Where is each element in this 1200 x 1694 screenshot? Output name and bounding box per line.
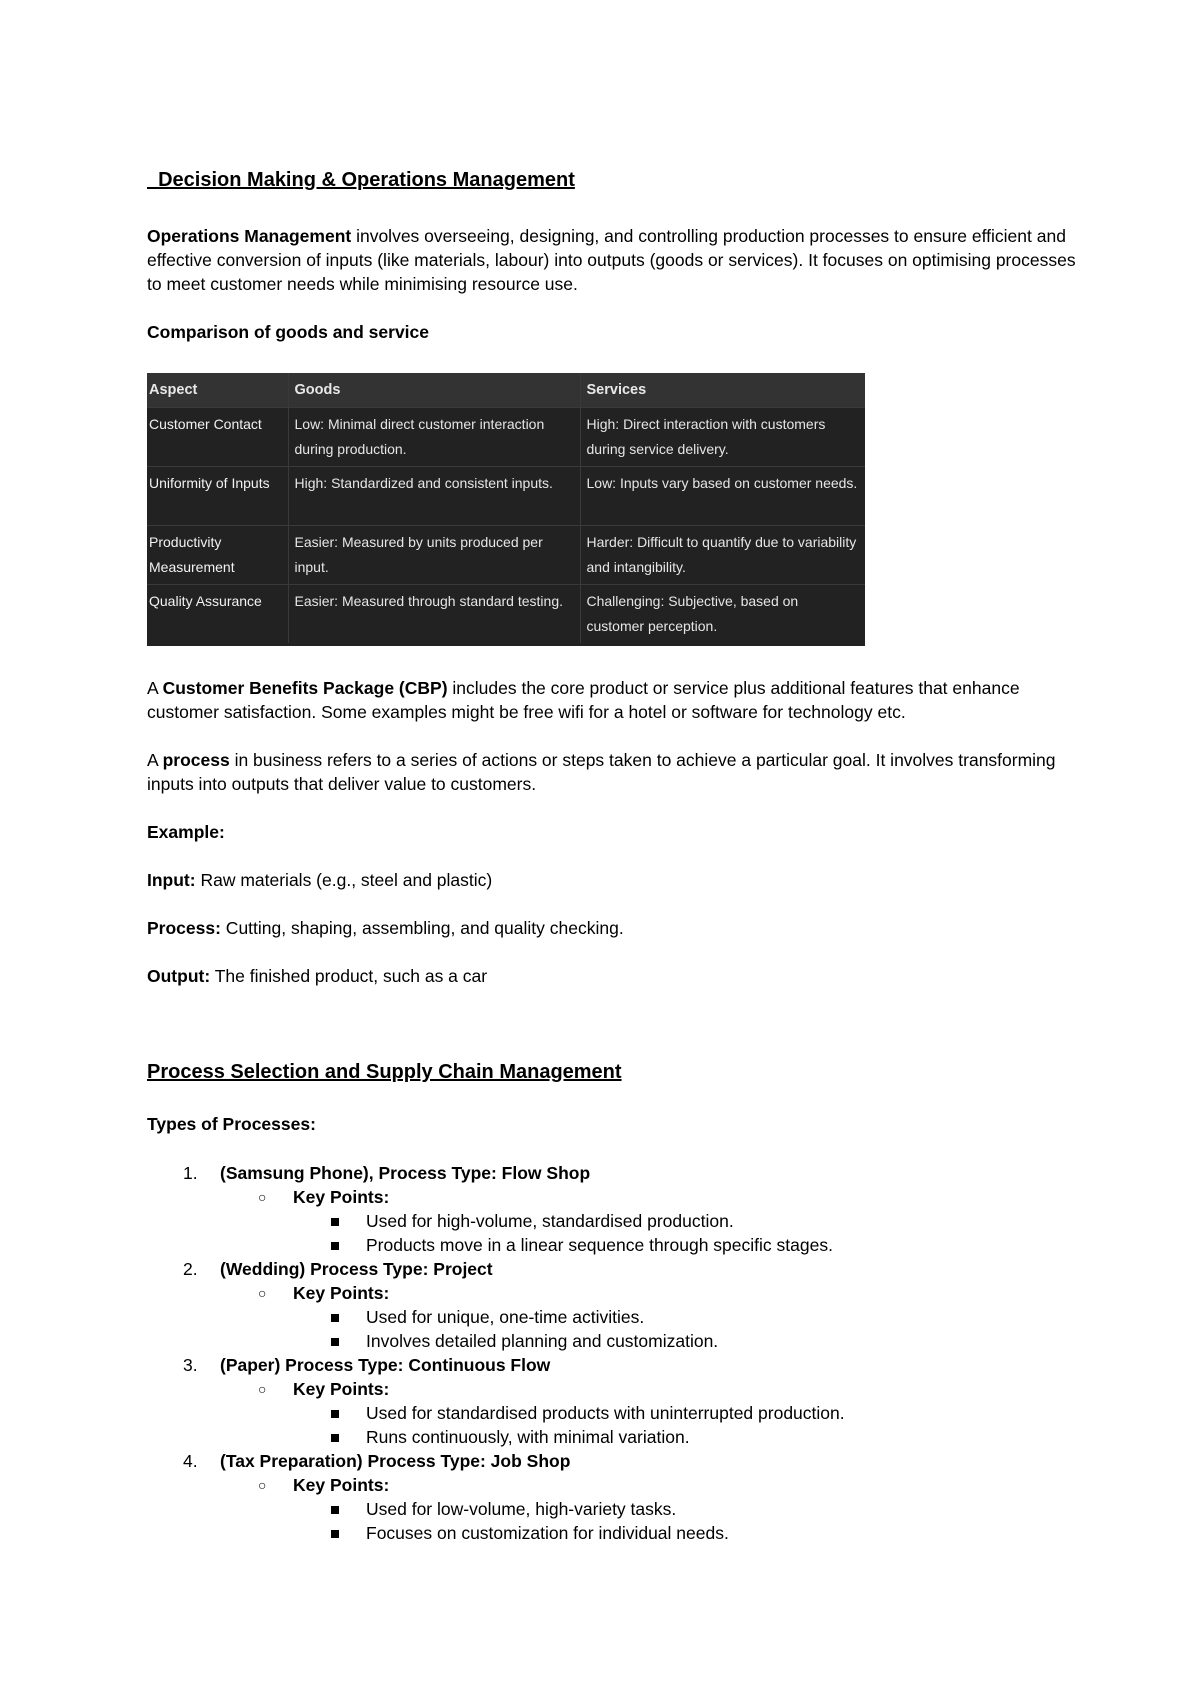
table-header-goods: Goods: [288, 373, 580, 408]
cbp-prefix: A: [147, 678, 163, 698]
square-bullet-icon: [331, 1506, 339, 1514]
key-points-item: [147, 1185, 1077, 1209]
table-cell: Harder: Difficult to quantify due to variability and intangibility.: [580, 526, 865, 585]
square-bullet-icon: [331, 1530, 339, 1538]
bullet-point: [147, 1401, 1077, 1425]
process-label: Process:: [147, 918, 221, 938]
operations-management-paragraph: [147, 224, 1077, 296]
table-header-services: Services: [580, 373, 865, 408]
bullet-point: [147, 1233, 1077, 1257]
input-label: Input:: [147, 870, 196, 890]
hollow-bullet-icon: ○: [258, 1189, 267, 1205]
table-cell: Challenging: Subjective, based on customer perception.: [580, 585, 865, 644]
table-cell: Low: Minimal direct customer interaction during production.: [288, 408, 580, 467]
process-paragraph: [147, 748, 1077, 796]
list-number: 2.: [183, 1259, 198, 1279]
list-item: [147, 1449, 1077, 1545]
table-cell: Uniformity of Inputs: [147, 467, 288, 526]
example-input: [147, 868, 1077, 892]
key-points-label: Key Points:: [293, 1283, 390, 1303]
goods-vs-services-table: [147, 373, 865, 646]
list-number: 1.: [183, 1163, 198, 1183]
process-type-title: (Tax Preparation) Process Type: Job Shop: [220, 1451, 571, 1471]
process-type-title: (Samsung Phone), Process Type: Flow Shop: [220, 1163, 591, 1183]
process-type-title: (Wedding) Process Type: Project: [220, 1259, 493, 1279]
hollow-bullet-icon: ○: [258, 1381, 267, 1397]
list-item: [147, 1353, 1077, 1449]
comparison-heading: Comparison of goods and service: [147, 322, 429, 342]
table-header-row: [147, 373, 865, 408]
table-header-aspect: Aspect: [147, 373, 288, 408]
cbp-text: includes the core product or service plus additional features that enhance customer satisfaction. Some examples might be free wifi for a hotel or software for technology etc.: [147, 678, 1020, 722]
bullet-point: [147, 1497, 1077, 1521]
list-number: 4.: [183, 1451, 198, 1471]
cbp-term: Customer Benefits Package (CBP): [162, 678, 448, 698]
point-text: Focuses on customization for individual needs.: [366, 1523, 729, 1543]
key-points-label: Key Points:: [293, 1187, 390, 1207]
point-text: Used for low-volume, high-variety tasks.: [366, 1499, 677, 1519]
square-bullet-icon: [331, 1218, 339, 1226]
key-points-label: Key Points:: [293, 1475, 390, 1495]
hollow-bullet-icon: ○: [258, 1477, 267, 1493]
example-process: [147, 916, 1077, 940]
key-points-item: [147, 1281, 1077, 1305]
table-cell: Quality Assurance: [147, 585, 288, 644]
point-text: Used for standardised products with uninterrupted production.: [366, 1403, 845, 1423]
point-text: Used for unique, one-time activities.: [366, 1307, 645, 1327]
operations-management-text: involves overseeing, designing, and controlling production processes to ensure efficient and effective conversion of inputs (like materials, labour) into outputs (goods or services). It focuses on optimising processes to meet customer needs while minimising resource use.: [147, 226, 1076, 294]
table-cell: Easier: Measured through standard testing.: [288, 585, 580, 644]
bullet-point: [147, 1305, 1077, 1329]
table-cell: Customer Contact: [147, 408, 288, 467]
cbp-paragraph: [147, 676, 1077, 724]
key-points-label: Key Points:: [293, 1379, 390, 1399]
bullet-point: [147, 1209, 1077, 1233]
section-title-process-selection: Process Selection and Supply Chain Management: [147, 1061, 622, 1083]
key-points-item: [147, 1473, 1077, 1497]
table-row: [147, 526, 865, 585]
bullet-point: [147, 1521, 1077, 1545]
process-type-title: (Paper) Process Type: Continuous Flow: [220, 1355, 551, 1375]
process-prefix: A: [147, 750, 163, 770]
types-of-processes-heading: Types of Processes:: [147, 1114, 316, 1134]
square-bullet-icon: [331, 1410, 339, 1418]
table-row: [147, 585, 865, 644]
point-text: Products move in a linear sequence through specific stages.: [366, 1235, 833, 1255]
process-types-list: [147, 1161, 1077, 1545]
square-bullet-icon: [331, 1314, 339, 1322]
input-text: Raw materials (e.g., steel and plastic): [195, 870, 493, 890]
output-label: Output:: [147, 966, 211, 986]
square-bullet-icon: [331, 1434, 339, 1442]
key-points-item: [147, 1377, 1077, 1401]
hollow-bullet-icon: ○: [258, 1285, 267, 1301]
table-cell: Easier: Measured by units produced per input.: [288, 526, 580, 585]
process-step-text: Cutting, shaping, assembling, and quality checking.: [220, 918, 624, 938]
table-cell: High: Standardized and consistent inputs.: [288, 467, 580, 526]
point-text: Used for high-volume, standardised production.: [366, 1211, 734, 1231]
bullet-point: [147, 1329, 1077, 1353]
list-item: [147, 1161, 1077, 1257]
table-cell: Productivity Measurement: [147, 526, 288, 585]
square-bullet-icon: [331, 1242, 339, 1250]
bullet-point: [147, 1425, 1077, 1449]
operations-management-term: Operations Management: [147, 226, 352, 246]
point-text: Involves detailed planning and customization.: [366, 1331, 719, 1351]
square-bullet-icon: [331, 1338, 339, 1346]
list-item: [147, 1257, 1077, 1353]
table-cell: Low: Inputs vary based on customer needs.: [580, 467, 865, 526]
output-text: The finished product, such as a car: [210, 966, 488, 986]
table-row: [147, 408, 865, 467]
process-text: in business refers to a series of actions or steps taken to achieve a particular goal. It involves transforming inputs into outputs that deliver value to customers.: [147, 750, 1056, 794]
point-text: Runs continuously, with minimal variation.: [366, 1427, 690, 1447]
section-title-decision-making: Decision Making & Operations Management: [147, 169, 575, 191]
list-number: 3.: [183, 1355, 198, 1375]
table-cell: High: Direct interaction with customers during service delivery.: [580, 408, 865, 467]
example-label: Example:: [147, 822, 225, 842]
example-output: [147, 964, 1077, 988]
process-term: process: [162, 750, 230, 770]
table-row: [147, 467, 865, 526]
